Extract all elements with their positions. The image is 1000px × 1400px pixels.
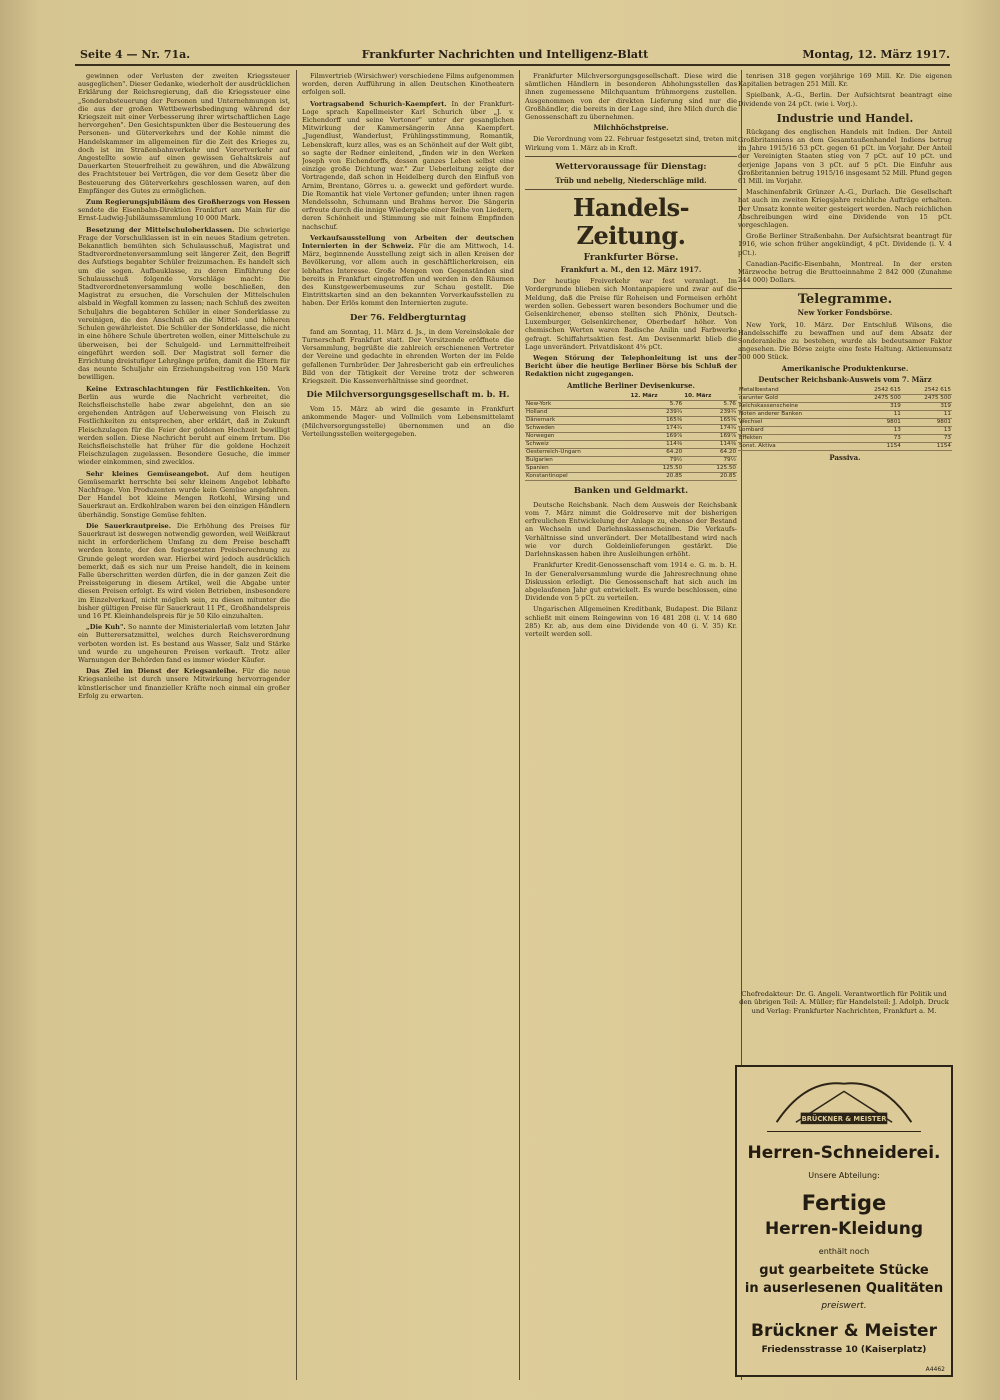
article-text: Frankfurter Milchversorgungsgesellschaft. Diese wird die sämtlichen Händlern in besonderen Abholungsstellen das ihnen zugemessene Milchquantum frühmorgens zustellen. Ausgenommen von der direkten Lieferung sind nur die Großhändler, die bereits in der Lage sind, ihre Milch durch die Genossenschaft zu übernehmen. <box>525 72 737 122</box>
table-cell: 9801 <box>852 419 902 427</box>
article-heading: „Die Kuh". <box>86 623 126 632</box>
section-heading: Industrie und Handel. <box>776 111 914 125</box>
table-row <box>738 427 952 435</box>
logo-emblem-icon <box>767 1073 921 1131</box>
table-cell: 114⅜ <box>629 440 683 448</box>
table-row <box>525 408 737 416</box>
article-heading: Das Ziel im Dienst der Kriegsanleihe. <box>86 667 238 676</box>
ad-text: gut gearbeitete Stücke <box>759 1263 929 1278</box>
table-cell: 73 <box>902 435 952 443</box>
table-title: Amtliche Berliner Devisenkurse. <box>567 380 695 390</box>
table-row <box>525 472 737 480</box>
table-cell: 239¾ <box>629 408 683 416</box>
article-heading: Die Sauerkrautpreise. <box>86 521 172 530</box>
article-text: Vortragsabend Schurich-Kaempfert. In der Frankfurt-Loge sprach Kapellmeister Karl Schurich über „J. v. Eichendorff und seine Vertoner" unter der gesanglichen Mitwirkung der Kammersängerin Anna Kaempfert. „Jugendlust, Wanderlust, Frühlingsstimmung, Romantik, Lebenskraft, kurz alles, was es an Schönheit auf der Welt gibt, so sagte der Redner einleitend, „finden wir in den Werken Joseph von Eichendorffs, dessen ganzes Leben selbst eine einzige große Dichtung war." Zur Ueberleitung zeigte der Vortragende, daß schon in Heidelberg durch den Einfluß von Arnim, Brentano, Görres u. a. geweckt und gefördert wurde. Die Romantik hat viele Vertoner gefunden; unter ihnen ragen Mendelssohn, Schumann und Brahms hervor. Die Sängerin erfreute durch die innige Wiedergabe einer Reihe von Liedern, deren Schönheit und Stimmung sie mit feinem Empfinden nachschuf. <box>302 99 514 231</box>
section-heading: Banken und Geldmarkt. <box>573 485 689 496</box>
table-cell: Noten anderer Banken <box>738 411 852 419</box>
column-rule <box>519 70 520 1380</box>
article-heading: Keine Extraschlachtungen für Festlichkeiten. <box>86 384 271 393</box>
reichsbank-table <box>738 387 952 451</box>
table-cell: Schweiz <box>525 440 629 448</box>
article-text: Frankfurter Kredit-Genossenschaft vom 1914 e. G. m. b. H. In der Generalversammlung wurde die Jahresrechnung ohne Diskussion erledigt. Die Genossenschaft hat sich auch im abgelaufenen Jahr gut entwickelt. Es wurde beschlossen, eine Dividende von 5 pCt. zu verteilen. <box>525 561 737 603</box>
table-cell: 79½ <box>629 456 683 464</box>
section-heading: Die Milchversorgungsgesellschaft m. b. H. <box>306 390 510 401</box>
table-cell: 319 <box>852 403 902 411</box>
article-heading: Vortragsabend Schurich-Kaempfert. <box>310 99 447 108</box>
table-cell: Lombard <box>738 427 852 435</box>
article-text: Keine Extraschlachtungen für Festlichkeiten. Von Berlin aus wurde die Nachricht verbreitet, die Reichsfleischstelle habe zwar abgelehnt, den an sie ergehenden Anträgen auf Ueberweisung von Fleisch zu Festlichkeiten zu entsprechen, aber erklärt, daß in Zukunft Fleischzulagen für die Feier der goldenen Hochzeit bewilligt werden sollen. Diese Nachricht beruht auf einem Irrtum. Die Reichsfleischstelle hat früher für die goldene Hochzeit Fleischzulagen zugelassen. Besondere Gesuche, die immer wieder einkommen, sind zwecklos. <box>78 384 290 467</box>
ad-headline: Fertige <box>801 1191 887 1215</box>
table-subtitle: Passiva. <box>829 453 861 463</box>
table-cell: Dänemark <box>525 416 629 424</box>
table-cell: Metallbestand <box>738 387 852 395</box>
newspaper-title: Frankfurter Nachrichten und Intelligenz-Blatt <box>361 48 649 61</box>
table-cell: 20.85 <box>629 472 683 480</box>
column-4 <box>738 72 952 980</box>
table-cell: 5.76 <box>683 400 737 408</box>
table-row <box>525 424 737 432</box>
table-title: Amerikanische Produktenkurse. <box>781 363 909 373</box>
ad-address: Friedensstrasse 10 (Kaiserplatz) <box>761 1345 927 1355</box>
column-1 <box>78 72 290 1388</box>
article-text: fand am Sonntag, 11. März d. Js., in dem Vereinslokale der Turnerschaft Frankfurt statt. Der Vorsitzende eröffnete die Versammlung, begrüßte die zahlreich erschienenen Vertreter der Vereine und gedachte in ehrenden Worten der im Felde gefallenen Turnbrüder. Der Jahresbericht gab ein erfreuliches Bild von der Tätigkeit der Vereine trotz der schweren Kriegszeit. Die Kassenverhältnisse sind geordnet. <box>302 327 514 385</box>
article-text: Zum Regierungsjubiläum des Großherzogs von Hessen sendete die Eisenbahn-Direktion Frankfurt am Main für die Ernst-Ludwig-Jubiläumssammlung 10 000 Mark. <box>78 198 290 223</box>
table-cell: 13 <box>852 427 902 435</box>
ad-text: in auserlesenen Qualitäten <box>744 1281 944 1296</box>
table-cell: 125.50 <box>683 464 737 472</box>
table-cell: Schweden <box>525 424 629 432</box>
table-header-cell: 10. März <box>683 393 737 401</box>
ad-headline: Herren-Kleidung <box>764 1219 924 1239</box>
table-title: Deutscher Reichsbank-Ausweis vom 7. März <box>758 374 932 384</box>
table-cell: Bulgarien <box>525 456 629 464</box>
table-row <box>525 400 737 408</box>
table-cell: Holland <box>525 408 629 416</box>
column-3 <box>525 72 737 1388</box>
table-cell: Effekten <box>738 435 852 443</box>
ad-text: enthält noch <box>818 1247 870 1256</box>
table-row <box>525 448 737 456</box>
table-cell: 64.20 <box>629 448 683 456</box>
table-row <box>738 395 952 403</box>
article-text: Maschinenfabrik Grünzer A.-G., Durlach. Die Gesellschaft hat auch im zweiten Kriegsjahre reichliche Aufträge erhalten. Der Umsatz konnte weiter gesteigert werden. Nach reichlichen Abschreibungen wird eine Dividende von 15 pCt. vorgeschlagen. <box>738 188 952 230</box>
article-text: Die Sauerkrautpreise. Die Erhöhung des Preises für Sauerkraut ist deswegen notwendig geworden, weil Weißkraut nicht in erforderlichem Umfang zu dem Preise beschafft werden konnte, der den festgesetzten Preisberechnung zu Grunde gelegt worden war. Hierbei wird jedoch ausdrücklich bemerkt, daß es sich nur um Preise handelt, die in keinem Falle überschritten werden dürfen, die in der ganzen Zeit die Preissteigerung in diesem Artikel, weil die Abgabe unter diesen Preisen erfolgt. Es wird vielen Betrieben, insbesondere im Einzelverkauf, nicht möglich sein, zu diesen mitunter die bisher gültigen Preise für Sauerkraut 11 Pf., Großhandelspreis und 16 Pf. Kleinhandelspreis für je 50 Kilo einzuhalten. <box>78 521 290 620</box>
advertisement <box>735 1065 953 1377</box>
table-cell: New-York <box>525 400 629 408</box>
issue-date: Montag, 12. März 1917. <box>802 48 950 61</box>
article-text: Wegen Störung der Telephonleitung ist uns der Bericht über die heutige Berliner Börse bis Schluß der Redaktion nicht zugegangen. <box>525 354 737 379</box>
boerse-date: Frankfurt a. M., den 12. März 1917. <box>560 265 702 275</box>
table-cell: Oesterreich-Ungarn <box>525 448 629 456</box>
article-heading: Besetzung der Mittelschuloberklassen. <box>86 225 235 234</box>
table-cell: Spanien <box>525 464 629 472</box>
table-cell: 1154 <box>852 443 902 451</box>
weather-title: Wettervoraussage für Dienstag: <box>555 161 707 172</box>
table-row <box>738 419 952 427</box>
table-cell: 11 <box>902 411 952 419</box>
ad-text: Unsere Abteilung: <box>808 1171 880 1180</box>
table-cell: 114⅜ <box>683 440 737 448</box>
section-heading: Telegramme. <box>797 292 893 308</box>
table-row <box>525 464 737 472</box>
section-heading: Der 76. Feldbergturntag <box>349 312 467 323</box>
column-2 <box>302 72 514 1388</box>
table-row <box>525 416 737 424</box>
table-cell: 239¾ <box>683 408 737 416</box>
article-text: „Die Kuh". So nannte der Ministerialerlaß vom letzten Jahr ein Butterersatzmittel, welches durch Reichsverordnung verboten worden ist. Es bestand aus Wasser, Salz und Stärke und wurde zu ungeheuren Preisen verkauft. Trotz aller Warnungen der Behörden fand es immer wieder Käufer. <box>78 623 290 665</box>
article-text: Deutsche Reichsbank. Nach dem Ausweis der Reichsbank vom 7. März nimmt die Goldreserve mit der bisherigen erfreulichen Entwickelung der Anlage zu, ebenso der Bestand an Wechseln und Darlehnskassenscheinen. Die Verkaufs-Verhältnisse sind unverändert. Der Metallbestand wird nach wie vor durch Goldeinlieferungen gestärkt. Die Darlehnskassen haben ihre Ausleihungen erhöht. <box>525 500 737 559</box>
table-row <box>738 387 952 395</box>
table-cell: Norwegen <box>525 432 629 440</box>
table-cell: 1154 <box>902 443 952 451</box>
article-text: New York, 10. März. Der Entschluß Wilsons, die Handelsschiffe zu bewaffnen und auf dem Absatz der Sonderanleihe zu bestehen, wurde als bedeutsamer Faktor angesehen. Die Börse zeigte eine feste Haltung. Aktienumsatz 500 000 Stück. <box>738 320 952 362</box>
article-text: Besetzung der Mittelschuloberklassen. Die schwierige Frage der Vorschulklassen ist in ein neues Stadium getreten. Bekanntlich bemühten sich Schulausschuß, Magistrat und Stadtverordnetenversammlung seit längerer Zeit, den Begriff des Aufstiegs begabter Schüler freizumachen. Es handelt sich um die sogen. Aufbauklasse, zu deren Einführung der Schulausschuß folgende Vorschläge macht: Die Stadtverordnetenversammlung wolle beschließen, den Magistrat zu ersuchen, die Vorschulen der Mittelschulen alsbald in Wegfall kommen zu lassen; nach Schluß des zweiten Schuljahrs die begabteren Schüler in einer Sonderklasse zu vereinigen, die den Anschluß an die Mittel- und höheren Schulen gewährleistet. Die Schüler der Sonderklasse, die nicht in eine höhere Schule übertreten wollen, einer Mittelschule zu überweisen, bei der Schulgeld- und Lernmittelfreiheit eingeführt werden soll. Der Magistrat soll ferner die Errichtung dreistufiger Lehrgänge prüfen, damit die Eltern für das neunte Schuljahr ein Erziehungsbeitrag von 150 Mark bewilligen. <box>78 225 290 382</box>
table-row <box>738 435 952 443</box>
article-text: Der heutige Freiverkehr war fest veranlagt. Im Vordergrunde blieben sich Montanpapiere und zwar auf die Meldung, daß die Preise für Roheisen und Formeisen erhöht werden sollen. Gebessert waren besonders Bochumer und die Gelsenkirchener, ebenso stellten sich Phönix, Deutsch-Luxemburger, Gelsenkirchener, Oberbedarf höher. Von chemischen Werten waren Badische Anilin und Farbwerke gefragt. Schiffahrtsaktien fest. Am Devisenmarkt blieb die Lage unverändert. Privatdiskont 4⅝ pCt. <box>525 277 737 351</box>
article-heading: Milchhöchstpreise. <box>593 123 669 133</box>
table-cell: Reichskassenscheine <box>738 403 852 411</box>
article-text: Große Berliner Straßenbahn. Der Aufsichtsrat beantragt für 1916, wie schon früher angekündigt, 4 pCt. Dividende (i. V. 4 pCt.). <box>738 232 952 257</box>
page-header <box>60 48 950 64</box>
article-text: Sehr kleines Gemüseangebot. Auf dem heutigen Gemüsemarkt herrschte bei sehr kleinem Angebot lebhafte Nachfrage. Von Produzenten wurde kein Gemüse angefahren. Der Handel bot kleine Mengen Rotkohl, Wirsing und Sauerkraut an. Erdkohlraben waren bei den einzigen Händlern überhändig. Sonstige Gemüse fehlten. <box>78 469 290 519</box>
table-cell: 174¾ <box>629 424 683 432</box>
ad-logo <box>767 1073 921 1132</box>
ad-code: A4462 <box>925 1366 945 1373</box>
ad-headline: Herren-Schneiderei. <box>747 1143 941 1163</box>
header-rule <box>75 64 950 66</box>
table-cell: 20.85 <box>683 472 737 480</box>
sub-heading: New Yorker Fondsbörse. <box>797 308 893 318</box>
article-text: Ungarischen Allgemeinen Kreditbank, Budapest. Die Bilanz schließt mit einem Reingewinn von 16 481 208 (i. V. 14 680 285) Kr. ab, aus dem eine Dividende von 40 (i. V. 35) Kr. verteilt werden soll. <box>525 605 737 638</box>
table-row <box>738 403 952 411</box>
table-cell: Konstantinopel <box>525 472 629 480</box>
ad-text: preiswert. <box>821 1301 867 1311</box>
table-cell: 2475 500 <box>852 395 902 403</box>
article-text: Canadian-Pacific-Eisenbahn, Montreal. In der ersten Märzwoche betrug die Bruttoeinnahme 2 842 000 (Zunahme 244 000) Dollars. <box>738 259 952 285</box>
table-cell: 64.20 <box>683 448 737 456</box>
table-cell: 165⅜ <box>629 416 683 424</box>
article-text: Filmvertrieb (Wirsichwer) verschiedene Films aufgenommen worden, deren Aufführung in allen Deutschen Kinotheatern erfolgen soll. <box>302 72 514 97</box>
article-heading: Verkaufsausstellung von Arbeiten der deutschen Internierten in der Schweiz. <box>302 233 514 251</box>
table-row <box>525 456 737 464</box>
table-cell: 319 <box>902 403 952 411</box>
ad-brand: Brückner & Meister <box>751 1321 937 1341</box>
table-row <box>738 411 952 419</box>
table-cell: 169⅞ <box>629 432 683 440</box>
table-header-cell: 12. März <box>629 393 683 401</box>
table-cell: 2475 500 <box>902 395 952 403</box>
article-text: tenrisen 318 gegen vorjährige 169 Mill. Kr. Die eigenen Kapitalien betragen 251 Mill. Kr. <box>738 72 952 89</box>
devisen-table <box>525 393 737 481</box>
boerse-title: Frankfurter Börse. <box>583 253 679 264</box>
article-text: Das Ziel im Dienst der Kriegsanleihe. Für die neue Kriegsanleihe ist durch unsere Mitwirkung hervorragender künstlerischer und finanzieller Kräfte noch einmal ein großer Erfolg zu erwarten. <box>78 667 290 700</box>
table-cell: 174¾ <box>683 424 737 432</box>
table-cell: 73 <box>852 435 902 443</box>
table-cell: 11 <box>852 411 902 419</box>
article-heading: Sehr kleines Gemüseangebot. <box>86 469 209 478</box>
table-header-row <box>525 393 737 401</box>
article-heading: Zum Regierungsjubiläum des Großherzogs von Hessen <box>86 198 290 207</box>
table-cell: 165⅜ <box>683 416 737 424</box>
article-text: Verkaufsausstellung von Arbeiten der deutschen Internierten in der Schweiz. Für die am Mittwoch, 14. März, beginnende Ausstellung zeigt sich in allen Kreisen der Bevölkerung, vor allem auch in geschäftlicherkreisen, ein lebhaftes Interesse. Große Mengen von Gegenständen sind bereits in Frankfurt eingetroffen und werden in den Räumen des Kunstgewerbemuseums zur Schau gestellt. Die Eintrittskarten sind an den bekannten Vorverkaufsstellen zu haben. Der Erlös kommt den Internierten zugute. <box>302 233 514 308</box>
weather-forecast: Trüb und nebelig, Niederschläge mild. <box>555 175 707 185</box>
table-row <box>738 443 952 451</box>
table-cell: 169⅞ <box>683 432 737 440</box>
table-cell: 9801 <box>902 419 952 427</box>
table-cell: Sonst. Aktiva <box>738 443 852 451</box>
divider <box>738 288 952 289</box>
table-row <box>525 432 737 440</box>
article-text: Die Verordnung vom 22. Februar festgesetzt sind, treten mit Wirkung vom 1. März ab in Kraft. <box>525 135 737 152</box>
imprint: Chefredakteur: Dr. G. Angeli. Verantwortlich für Politik und den übrigen Teil: A. Müller; für Handelsteil: J. Adolph. Druck und Verlag: Frankfurter Nachrichten, Frankfurt a. M. <box>739 990 949 1015</box>
table-cell: 79½ <box>683 456 737 464</box>
table-cell: 125.50 <box>629 464 683 472</box>
article-text: Rückgang des englischen Handels mit Indien. Der Anteil Großbritanniens an dem Gesamtaußenhandel Indiens betrug im Jahre 1915/16 53 pCt. gegen 61 pCt. im Vorjahr. Der Anteil der Vereinigten Staaten stieg von 7 pCt. auf 10 pCt. und derjenige Japans von 3 pCt. auf 5 pCt. Die Einfuhr aus Großbritannien betrug 1915/16 insgesamt 52 Mill. Pfund gegen 61 Mill. im Vorjahr. <box>738 127 952 186</box>
divider <box>525 189 737 190</box>
table-cell: 13 <box>902 427 952 435</box>
article-text: Vom 15. März ab wird die gesamte in Frankfurt ankommende Mager- und Vollmilch vom Lebensmittelamt (Milchversorgungsstelle) übernommen und an die Verteilungsstellen weitergegeben. <box>302 405 514 438</box>
table-cell: 5.76 <box>629 400 683 408</box>
column-rule <box>296 70 297 1380</box>
article-text: Spielbank, A.-G., Berlin. Der Aufsichtsrat beantragt eine Dividende von 24 pCt. (wie i. Vorj.). <box>738 91 952 108</box>
table-row <box>525 440 737 448</box>
logo-text: BRÜCKNER & MEISTER <box>801 1115 887 1124</box>
page-number: Seite 4 — Nr. 71a. <box>80 48 191 61</box>
table-cell: Wechsel <box>738 419 852 427</box>
divider <box>525 156 737 157</box>
article-text: gewinnen oder Verlusten der zweiten Kriegssteuer ausgeglichen". Dieser Gedanke, wiederholt der ausdrücklichen Erklärung der Reichsregierung, daß die Kriegssteuer eine „Sonderabsteuerung der Personen und Unternehmungen ist, die aus der großen Wettbewerbsbedingung während der Kriegszeit mit einer Verbesserung ihrer wirtschaftlichen Lage hervorgehen". Den Gesichtspunkten über die Besteuerung des Personen- und Güterverkehrs und der Kohle nimmt die Handelskammer im allgemeinen für die Zeit des Krieges zu, doch ist im Straßenbahnverkehr und Vorortverkehr auf Angestellte sowie auf einen gewissen Gehaltskreis auf Dauerkarten Steuerfreiheit zu gewähren, und die Abwälzung des Frachtsteuer bei Verträgen, die vor dem Gesetz über die Besteuerung des Güterverkehrs geschlossen waren, auf den Empfänger des Gutes zu ermöglichen. <box>78 72 290 195</box>
section-title: Handels-Zeitung. <box>572 193 690 251</box>
table-cell: darunter Gold <box>738 395 852 403</box>
table-cell: 2542 615 <box>902 387 952 395</box>
table-cell: 2542 615 <box>852 387 902 395</box>
table-header-cell <box>525 393 629 401</box>
